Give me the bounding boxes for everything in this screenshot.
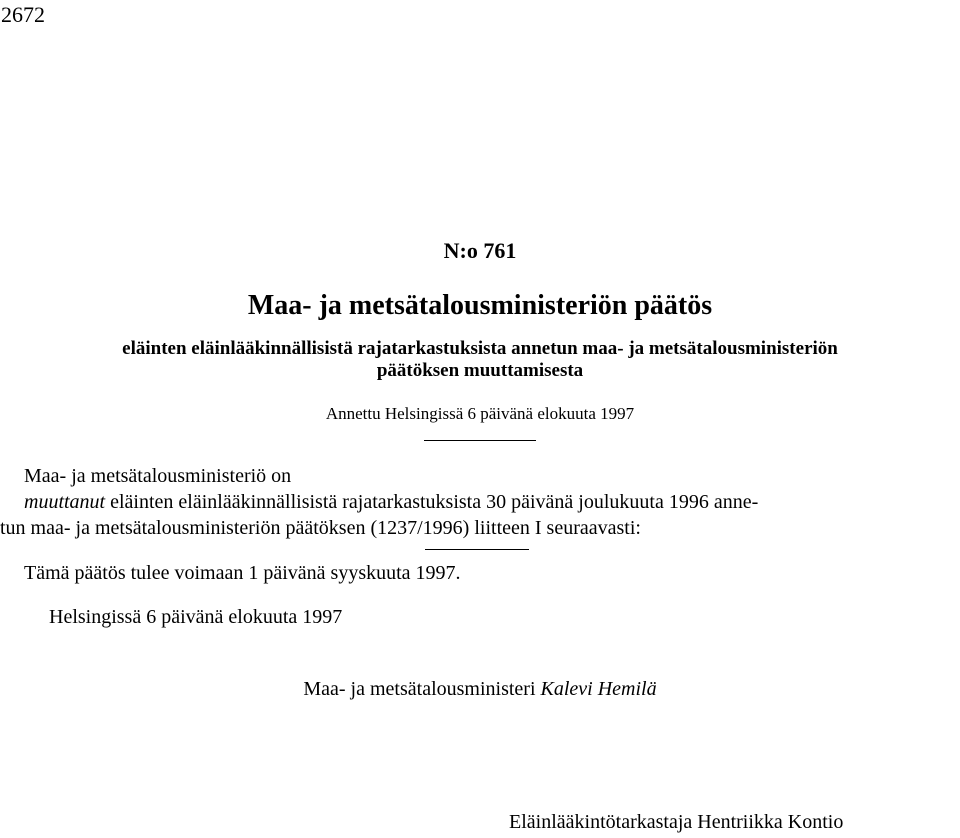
divider-middle — [425, 549, 529, 550]
minister-name: Kalevi Hemilä — [540, 678, 657, 700]
subtitle-line-1: eläinten eläinlääkinnällisistä rajatarkastuksista annetun maa- ja metsätalousministeriön — [122, 338, 838, 359]
document-subtitle — [0, 338, 960, 382]
amendment-line-2 — [24, 489, 758, 515]
amendment-line-3: tun maa- ja metsätalousministeriön päätöksen (1237/1996) liitteen I seuraavasti: — [0, 517, 641, 539]
page-number: 2672 — [1, 2, 45, 27]
official-signature: Eläinlääkintötarkastaja Hentriikka Kontio — [509, 811, 844, 833]
document-title: Maa- ja metsätalousministeriön päätös — [247, 290, 713, 321]
minister-title: Maa- ja metsätalousministeri — [303, 678, 541, 700]
signing-place-date: Helsingissä 6 päivänä elokuuta 1997 — [49, 606, 343, 628]
amendment-line-2-text: eläinten eläinlääkinnällisistä rajatarkastuksista 30 päivänä joulukuuta 1996 anne- — [105, 491, 759, 513]
amended-word: muuttanut — [24, 491, 106, 513]
divider-top — [424, 440, 536, 441]
subtitle-line-2: päätöksen muuttamisesta — [376, 360, 584, 381]
entry-into-force: Tämä päätös tulee voimaan 1 päivänä syyskuuta 1997. — [24, 562, 461, 584]
document-number: N:o 761 — [443, 238, 517, 263]
issued-date: Annettu Helsingissä 6 päivänä elokuuta 1997 — [325, 404, 635, 423]
amendment-intro: Maa- ja metsätalousministeriö on — [24, 465, 292, 487]
minister-signature — [0, 676, 960, 702]
